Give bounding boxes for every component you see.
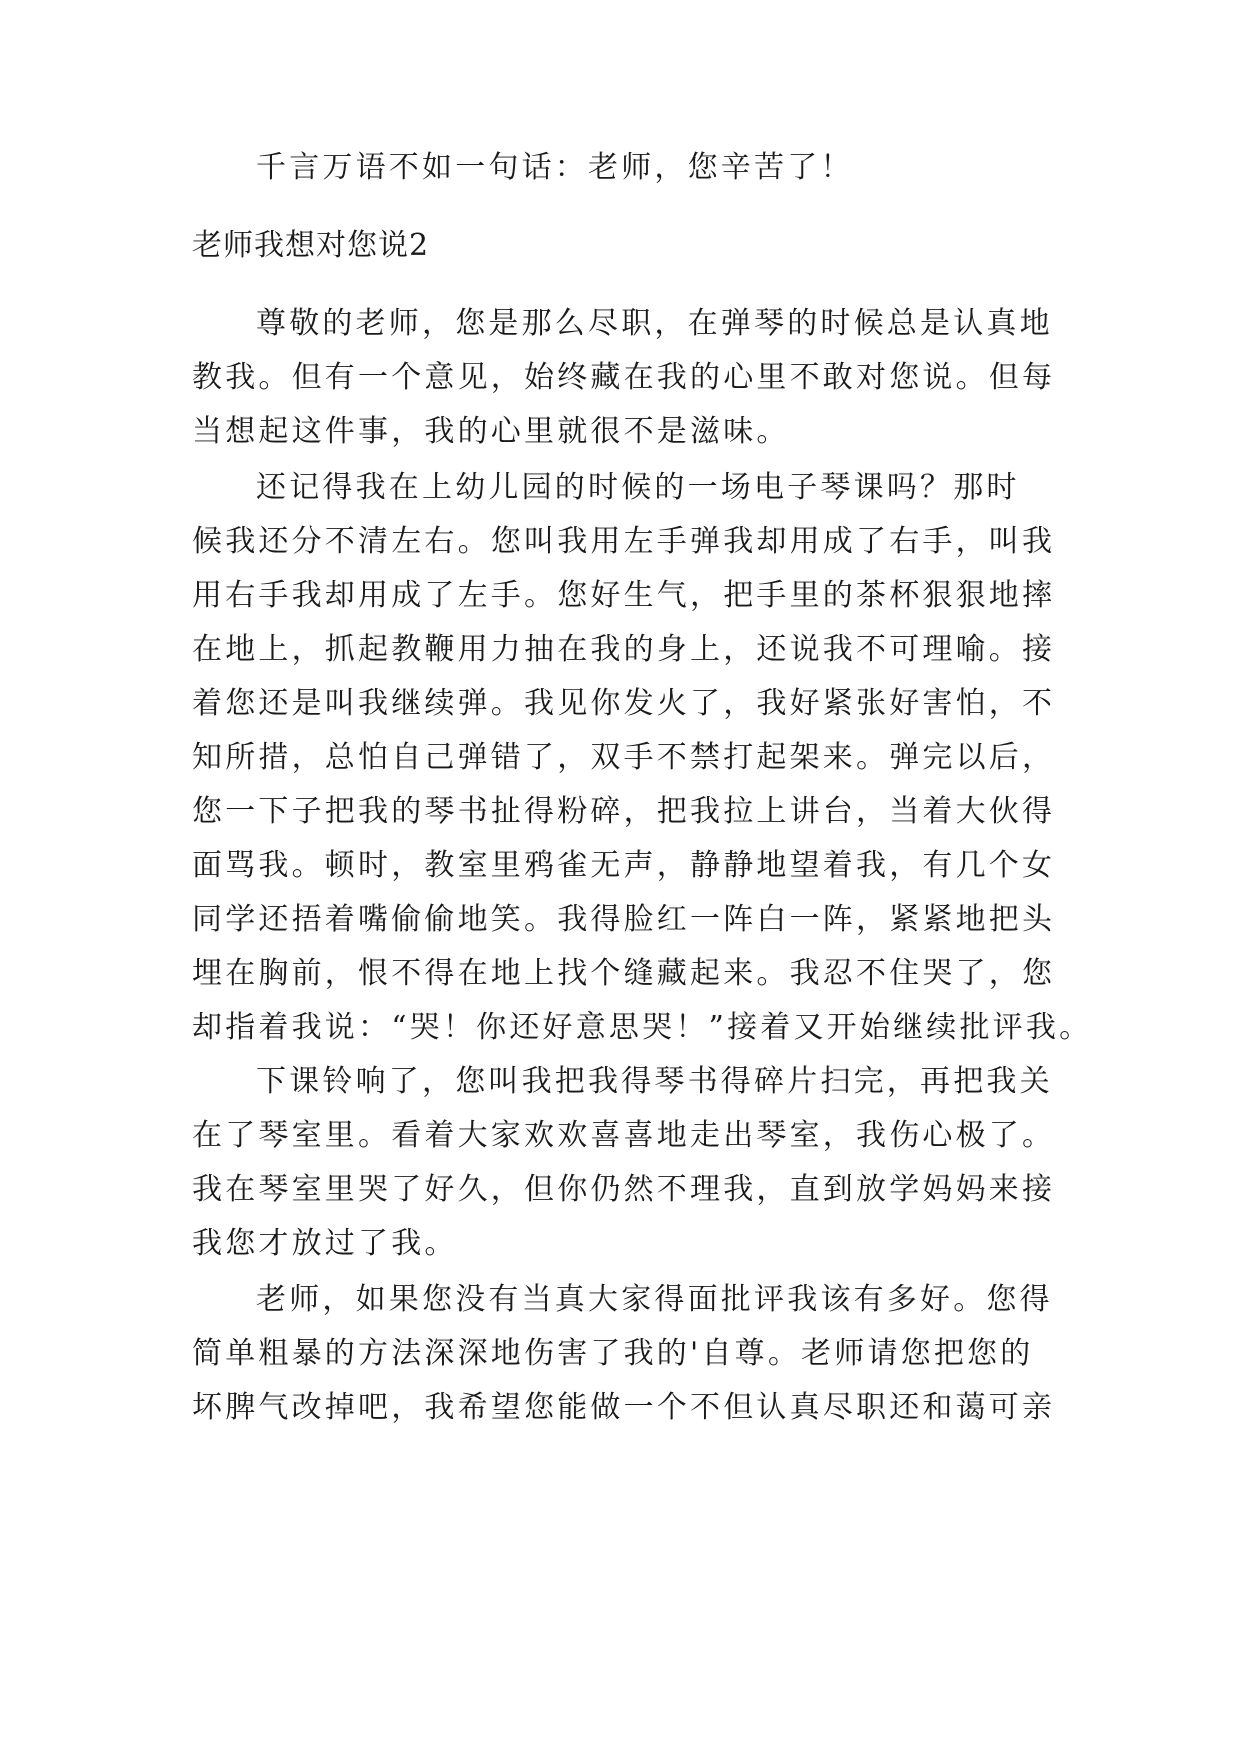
paragraph-line: 着您还是叫我继续弹。我见你发火了，我好紧张好害怕，不 [192,686,1056,721]
paragraph-line: 还记得我在上幼儿园的时候的一场电子琴课吗？那时 [256,470,1020,505]
paragraph-line: 面骂我。顿时，教室里鸦雀无声，静静地望着我，有几个女 [192,848,1056,883]
paragraph-line: 简单粗暴的方法深深地伤害了我的'自尊。老师请您把您的 [192,1336,1034,1371]
paragraph-line: 您一下子把我的琴书扯得粉碎，把我拉上讲台，当着大伙得 [192,794,1056,829]
paragraph-line: 知所措，总怕自己弹错了，双手不禁打起架来。弹完以后， [192,740,1056,775]
paragraph-line: 尊敬的老师，您是那么尽职，在弹琴的时候总是认真地 [256,306,1053,341]
paragraph-line: 候我还分不清左右。您叫我用左手弹我却用成了右手，叫我 [192,524,1056,559]
paragraph-line: 同学还捂着嘴偷偷地笑。我得脸红一阵白一阵，紧紧地把头 [192,902,1056,937]
intro-line: 千言万语不如一句话：老师，您辛苦了！ [256,150,854,185]
paragraph-line: 在地上，抓起教鞭用力抽在我的身上，还说我不可理喻。接 [192,632,1056,667]
paragraph-line: 教我。但有一个意见，始终藏在我的心里不敢对您说。但每 [192,360,1056,395]
paragraph-line: 坏脾气改掉吧，我希望您能做一个不但认真尽职还和蔼可亲 [192,1390,1056,1425]
paragraph-line: 老师，如果您没有当真大家得面批评我该有多好。您得 [256,1282,1053,1317]
section-title: 老师我想对您说2 [192,228,430,263]
paragraph-line: 我在琴室里哭了好久，但你仍然不理我，直到放学妈妈来接 [192,1172,1056,1207]
paragraph-line: 下课铃响了，您叫我把我得琴书得碎片扫完，再把我关 [256,1064,1053,1099]
paragraph-line: 却指着我说：“哭！你还好意思哭！”接着又开始继续批评我。 [192,1010,1093,1045]
paragraph-line: 在了琴室里。看着大家欢欢喜喜地走出琴室，我伤心极了。 [192,1118,1056,1153]
paragraph-line: 埋在胸前，恨不得在地上找个缝藏起来。我忍不住哭了，您 [192,956,1056,991]
paragraph-line: 我您才放过了我。 [192,1226,458,1261]
paragraph-line: 用右手我却用成了左手。您好生气，把手里的茶杯狠狠地摔 [192,578,1056,613]
paragraph-line: 当想起这件事，我的心里就很不是滋味。 [192,414,790,449]
